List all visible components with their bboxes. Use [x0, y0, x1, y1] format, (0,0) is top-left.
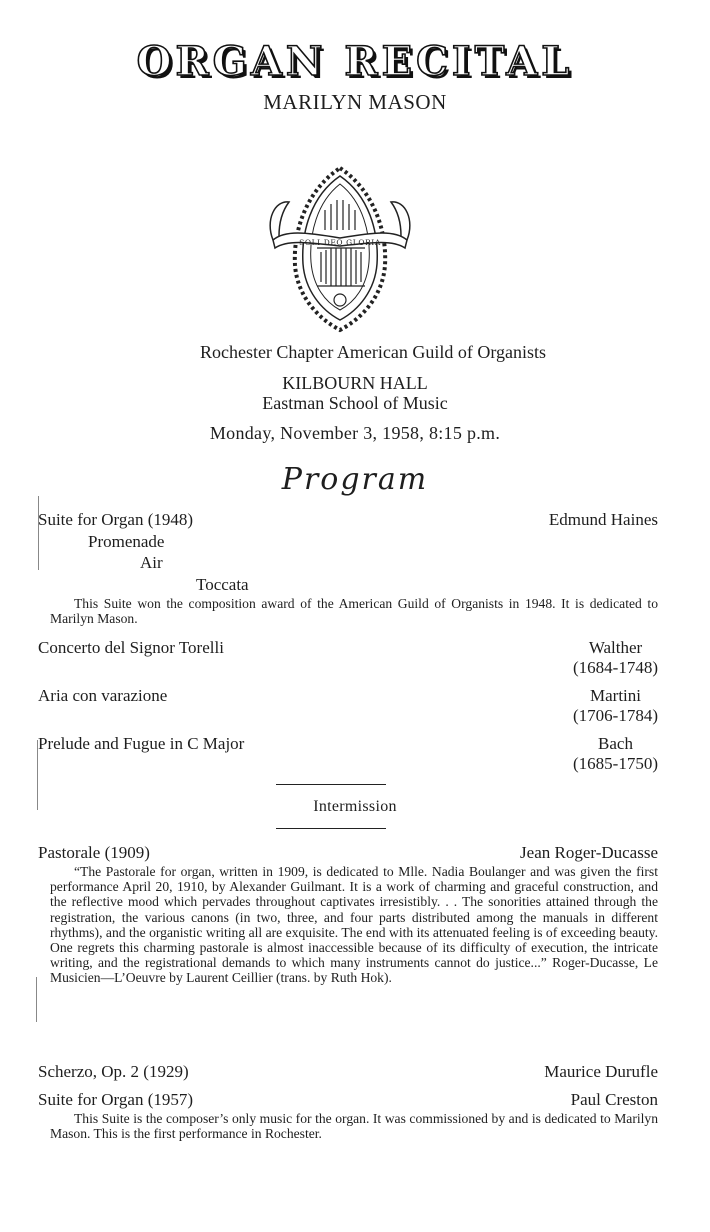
program-item	[38, 1090, 658, 1112]
margin-mark	[38, 496, 39, 570]
composer-dates: (1684-1748)	[573, 658, 658, 677]
program-item	[38, 638, 658, 682]
work-title: Pastorale (1909)	[38, 843, 150, 862]
margin-mark	[36, 977, 37, 1022]
composer-block	[573, 686, 658, 726]
program-item	[38, 1062, 658, 1084]
program-heading: Program	[281, 462, 429, 497]
composer-name: Bach	[598, 734, 633, 753]
program-item	[38, 510, 658, 532]
composer-block	[573, 734, 658, 774]
performer-name: MARILYN MASON	[263, 90, 447, 114]
composer-name: Jean Roger-Ducasse	[520, 843, 658, 862]
seal-graphic	[255, 160, 425, 335]
composer-dates: (1706-1784)	[573, 706, 658, 725]
work-title: Prelude and Fugue in C Major	[38, 734, 245, 753]
event-date: Monday, November 3, 1958, 8:15 p.m.	[209, 423, 501, 443]
composer-name: Edmund Haines	[548, 510, 658, 529]
program-item	[38, 734, 658, 778]
school-name: Eastman School of Music	[262, 393, 448, 413]
venue-name: KILBOURN HALL	[282, 373, 428, 393]
work-title: Concerto del Signor Torelli	[38, 638, 224, 657]
program-note: This Suite won the composition award of the American Guild of Organists in 1948. It is dedicated to Marilyn Mason.	[50, 596, 658, 627]
program-item	[38, 686, 658, 730]
work-title: Suite for Organ (1957)	[38, 1090, 194, 1109]
composer-name: Paul Creston	[570, 1090, 658, 1109]
movement: Toccata	[196, 575, 249, 594]
movement: Promenade	[88, 532, 165, 551]
composer-name: Maurice Durufle	[544, 1062, 658, 1081]
composer-name: Walther	[588, 638, 643, 657]
composer-dates: (1685-1750)	[573, 754, 658, 773]
composer-name: Martini	[590, 686, 641, 705]
divider	[276, 828, 386, 829]
intermission-label: Intermission	[313, 798, 397, 815]
program-note: “The Pastorale for organ, written in 1909, is dedicated to Mlle. Nadia Boulanger and was given the first performance April 20, 1910, by Alexander Guilmant. It is a work of charming and graceful construction, and the reflective mood which pervades throughout captivates irresistibly. . . The sonorities attained through the registration, the various canons (in two, three, and four parts distributed among the manuals in different rhythms), and the organistic writing all are exquisite. The end with its attenuated feeling is of exceeding beauty. One regrets this charming pastorale is almost inaccessible because of its difficulty of execution, the intricate writing, and the registrational demands to which many instruments cannot do justice...” Roger-Ducasse, Le Musicien—L’Oeuvre by Laurent Ceillier (trans. by Ruth Hok).	[50, 864, 658, 986]
movement: Air	[140, 553, 163, 572]
work-title: Suite for Organ (1948)	[38, 510, 194, 529]
divider	[276, 784, 386, 785]
sponsor-line: Rochester Chapter American Guild of Organists	[199, 342, 547, 362]
agoguild-seal-icon	[255, 160, 425, 335]
work-title: Aria con varazione	[38, 686, 168, 705]
program-note: This Suite is the composer’s only music for the organ. It was commissioned by and is dedicated to Marilyn Mason. This is the first performance in Rochester.	[50, 1111, 658, 1142]
seal-motto: SOLI DEO GLORIA	[299, 238, 381, 247]
page-title: ORGAN RECITAL	[136, 38, 574, 85]
work-title: Scherzo, Op. 2 (1929)	[38, 1062, 189, 1081]
composer-block	[573, 638, 658, 678]
program-item	[38, 843, 658, 865]
